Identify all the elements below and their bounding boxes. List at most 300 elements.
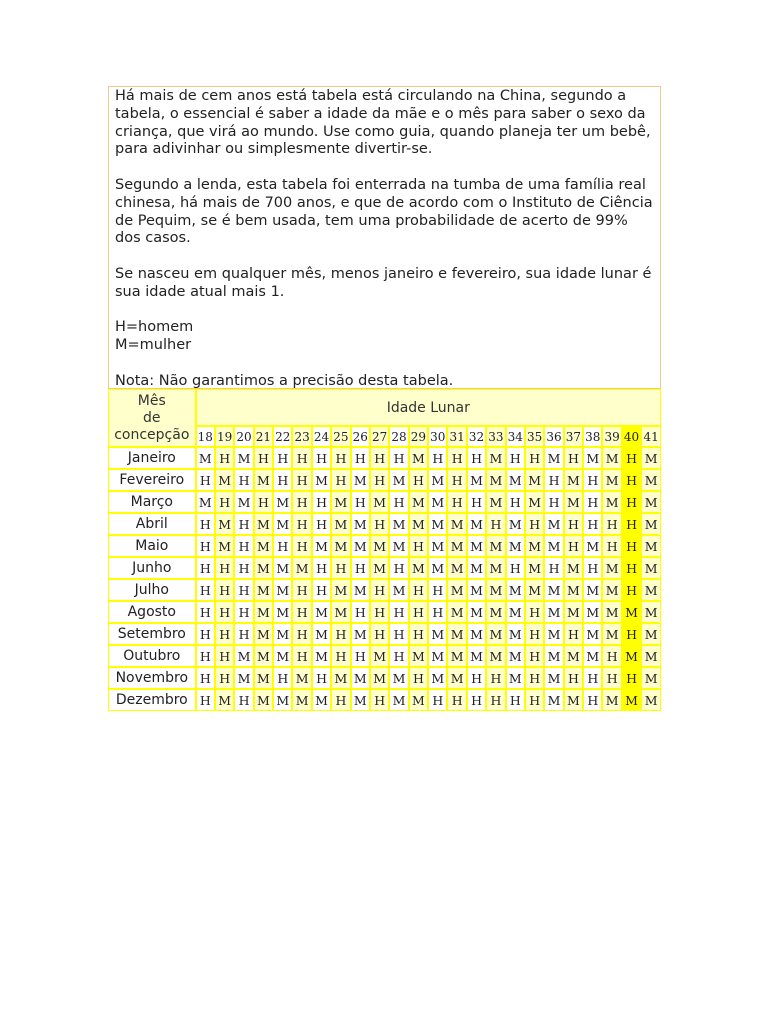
gender-cell: H bbox=[447, 447, 466, 469]
gender-cell: H bbox=[312, 667, 331, 689]
intro-paragraph-2: Segundo a lenda, esta tabela foi enterrada na tumba de uma família real chinesa, há mais de 700 anos, e que de acordo com o Instituto de Ciência de Pequim, se é bem usada, tem uma probabilidade de acerto de 99% dos casos. bbox=[115, 176, 653, 247]
gender-cell: M bbox=[583, 447, 602, 469]
gender-cell: H bbox=[351, 491, 370, 513]
gender-prediction-table bbox=[108, 389, 661, 711]
gender-cell: M bbox=[312, 469, 331, 491]
gender-cell: M bbox=[564, 601, 583, 623]
gender-cell: H bbox=[583, 689, 602, 711]
age-header-cell: 33 bbox=[486, 426, 505, 447]
gender-cell: M bbox=[467, 513, 486, 535]
gender-cell: H bbox=[564, 513, 583, 535]
gender-cell: M bbox=[351, 469, 370, 491]
gender-cell: M bbox=[215, 689, 234, 711]
month-label: Outubro bbox=[108, 645, 196, 667]
gender-cell: M bbox=[641, 623, 661, 645]
gender-cell: H bbox=[234, 469, 253, 491]
gender-cell: M bbox=[409, 557, 428, 579]
legend-homem: H=homem bbox=[115, 319, 194, 336]
gender-cell: M bbox=[254, 557, 273, 579]
gender-cell: M bbox=[428, 491, 447, 513]
gender-cell: H bbox=[506, 557, 525, 579]
gender-cell: H bbox=[234, 513, 253, 535]
gender-cell: H bbox=[351, 557, 370, 579]
gender-cell: M bbox=[602, 579, 621, 601]
gender-cell: H bbox=[312, 447, 331, 469]
gender-cell: H bbox=[602, 535, 621, 557]
gender-cell: M bbox=[351, 623, 370, 645]
gender-cell: H bbox=[215, 601, 234, 623]
gender-cell: M bbox=[273, 491, 292, 513]
gender-cell: H bbox=[622, 667, 641, 689]
table-row bbox=[108, 579, 661, 601]
gender-cell: M bbox=[312, 601, 331, 623]
gender-cell: M bbox=[428, 513, 447, 535]
gender-cell: M bbox=[312, 535, 331, 557]
gender-cell: M bbox=[428, 469, 447, 491]
age-header-cell: 21 bbox=[254, 426, 273, 447]
gender-cell: M bbox=[215, 535, 234, 557]
gender-cell: M bbox=[331, 491, 350, 513]
gender-cell: M bbox=[312, 689, 331, 711]
gender-cell: M bbox=[544, 579, 563, 601]
gender-cell: H bbox=[196, 535, 215, 557]
gender-cell: M bbox=[564, 491, 583, 513]
gender-cell: H bbox=[409, 601, 428, 623]
month-label: Abril bbox=[108, 513, 196, 535]
gender-cell: M bbox=[447, 535, 466, 557]
gender-cell: M bbox=[351, 667, 370, 689]
gender-cell: H bbox=[409, 535, 428, 557]
gender-cell: H bbox=[389, 601, 408, 623]
gender-cell: H bbox=[622, 469, 641, 491]
gender-cell: H bbox=[196, 557, 215, 579]
gender-cell: M bbox=[583, 645, 602, 667]
gender-cell: H bbox=[409, 469, 428, 491]
gender-cell: H bbox=[370, 579, 389, 601]
gender-cell: M bbox=[583, 579, 602, 601]
age-header-cell: 18 bbox=[196, 426, 215, 447]
gender-cell: H bbox=[370, 513, 389, 535]
age-header-cell: 39 bbox=[602, 426, 621, 447]
gender-cell: M bbox=[602, 469, 621, 491]
gender-cell: H bbox=[234, 579, 253, 601]
gender-cell: M bbox=[196, 491, 215, 513]
disclaimer-note: Nota: Não garantimos a precisão desta tabela. bbox=[115, 372, 454, 389]
age-header-cell: 36 bbox=[544, 426, 563, 447]
gender-cell: H bbox=[196, 601, 215, 623]
gender-cell: H bbox=[602, 513, 621, 535]
gender-cell: H bbox=[506, 689, 525, 711]
gender-cell: H bbox=[428, 601, 447, 623]
gender-cell: H bbox=[312, 491, 331, 513]
gender-cell: H bbox=[196, 513, 215, 535]
month-label: Junho bbox=[108, 557, 196, 579]
gender-cell: M bbox=[428, 623, 447, 645]
age-header-cell: 19 bbox=[215, 426, 234, 447]
gender-cell: H bbox=[622, 579, 641, 601]
gender-cell: M bbox=[525, 491, 544, 513]
gender-cell: H bbox=[215, 579, 234, 601]
gender-cell: M bbox=[351, 513, 370, 535]
gender-cell: M bbox=[273, 557, 292, 579]
gender-cell: M bbox=[428, 667, 447, 689]
gender-cell: H bbox=[447, 689, 466, 711]
gender-cell: M bbox=[486, 601, 505, 623]
age-header-cell: 35 bbox=[525, 426, 544, 447]
gender-cell: H bbox=[544, 469, 563, 491]
table-row bbox=[108, 491, 661, 513]
gender-cell: M bbox=[506, 513, 525, 535]
gender-cell: M bbox=[409, 689, 428, 711]
gender-cell: M bbox=[292, 667, 311, 689]
gender-cell: H bbox=[564, 535, 583, 557]
gender-cell: M bbox=[409, 447, 428, 469]
gender-cell: H bbox=[331, 623, 350, 645]
gender-cell: H bbox=[583, 491, 602, 513]
gender-cell: M bbox=[525, 579, 544, 601]
gender-cell: H bbox=[622, 535, 641, 557]
age-header-cell: 32 bbox=[467, 426, 486, 447]
gender-cell: M bbox=[331, 535, 350, 557]
gender-cell: M bbox=[409, 513, 428, 535]
gender-cell: M bbox=[602, 623, 621, 645]
gender-cell: M bbox=[641, 535, 661, 557]
gender-cell: M bbox=[254, 601, 273, 623]
gender-cell: M bbox=[544, 601, 563, 623]
gender-cell: H bbox=[196, 623, 215, 645]
gender-cell: M bbox=[331, 667, 350, 689]
gender-cell: M bbox=[254, 689, 273, 711]
gender-cell: H bbox=[564, 623, 583, 645]
gender-cell: M bbox=[273, 579, 292, 601]
gender-cell: M bbox=[234, 645, 253, 667]
gender-cell: M bbox=[254, 535, 273, 557]
age-header-cell: 20 bbox=[234, 426, 253, 447]
gender-cell: M bbox=[525, 535, 544, 557]
gender-cell: H bbox=[196, 579, 215, 601]
gender-cell: H bbox=[467, 689, 486, 711]
gender-cell: M bbox=[254, 667, 273, 689]
gender-cell: H bbox=[525, 513, 544, 535]
gender-cell: M bbox=[544, 623, 563, 645]
gender-cell: H bbox=[622, 623, 641, 645]
gender-cell: H bbox=[292, 469, 311, 491]
gender-cell: M bbox=[544, 535, 563, 557]
gender-cell: H bbox=[273, 447, 292, 469]
gender-cell: H bbox=[506, 491, 525, 513]
table-row bbox=[108, 535, 661, 557]
gender-cell: H bbox=[467, 667, 486, 689]
gender-cell: H bbox=[215, 557, 234, 579]
gender-cell: H bbox=[602, 667, 621, 689]
gender-cell: H bbox=[196, 469, 215, 491]
gender-cell: H bbox=[447, 491, 466, 513]
month-label: Maio bbox=[108, 535, 196, 557]
gender-cell: H bbox=[409, 667, 428, 689]
gender-cell: M bbox=[506, 579, 525, 601]
gender-cell: H bbox=[389, 491, 408, 513]
gender-cell: M bbox=[351, 535, 370, 557]
gender-cell: H bbox=[447, 469, 466, 491]
gender-cell: M bbox=[641, 469, 661, 491]
gender-cell: H bbox=[486, 667, 505, 689]
gender-cell: M bbox=[641, 513, 661, 535]
gender-cell: M bbox=[331, 579, 350, 601]
gender-cell: H bbox=[273, 469, 292, 491]
gender-cell: H bbox=[622, 513, 641, 535]
gender-cell: H bbox=[428, 689, 447, 711]
gender-cell: M bbox=[486, 623, 505, 645]
gender-cell: M bbox=[602, 491, 621, 513]
gender-cell: H bbox=[486, 689, 505, 711]
gender-cell: M bbox=[351, 579, 370, 601]
table-row bbox=[108, 667, 661, 689]
month-column-header bbox=[108, 389, 196, 447]
gender-cell: H bbox=[370, 469, 389, 491]
gender-cell: H bbox=[234, 557, 253, 579]
gender-cell: M bbox=[254, 513, 273, 535]
gender-cell: M bbox=[583, 601, 602, 623]
gender-cell: M bbox=[447, 667, 466, 689]
gender-cell: H bbox=[467, 447, 486, 469]
gender-cell: M bbox=[273, 623, 292, 645]
gender-cell: H bbox=[331, 645, 350, 667]
gender-cell: H bbox=[467, 491, 486, 513]
gender-cell: H bbox=[234, 535, 253, 557]
gender-cell: M bbox=[486, 469, 505, 491]
gender-cell: M bbox=[583, 535, 602, 557]
gender-cell: M bbox=[583, 623, 602, 645]
gender-cell: M bbox=[389, 469, 408, 491]
age-header-cell: 29 bbox=[409, 426, 428, 447]
gender-cell: M bbox=[641, 689, 661, 711]
gender-cell: H bbox=[215, 623, 234, 645]
month-label: Julho bbox=[108, 579, 196, 601]
age-header-cell: 28 bbox=[389, 426, 408, 447]
gender-cell: H bbox=[525, 623, 544, 645]
gender-cell: M bbox=[506, 623, 525, 645]
gender-cell: H bbox=[583, 557, 602, 579]
gender-cell: M bbox=[273, 601, 292, 623]
gender-cell: H bbox=[370, 601, 389, 623]
gender-cell: M bbox=[602, 447, 621, 469]
age-header-cell: 41 bbox=[641, 426, 661, 447]
gender-cell: M bbox=[467, 623, 486, 645]
gender-cell: M bbox=[234, 447, 253, 469]
month-label: Agosto bbox=[108, 601, 196, 623]
gender-cell: H bbox=[292, 579, 311, 601]
corner-line-1: Mês bbox=[137, 392, 166, 409]
gender-cell: M bbox=[641, 491, 661, 513]
gender-cell: H bbox=[351, 601, 370, 623]
gender-cell: H bbox=[525, 601, 544, 623]
gender-cell: H bbox=[409, 579, 428, 601]
gender-cell: H bbox=[292, 447, 311, 469]
gender-cell: M bbox=[389, 689, 408, 711]
gender-cell: M bbox=[506, 667, 525, 689]
gender-cell: M bbox=[447, 513, 466, 535]
age-header-cell: 31 bbox=[447, 426, 466, 447]
gender-cell: H bbox=[564, 667, 583, 689]
gender-cell: H bbox=[583, 513, 602, 535]
gender-cell: M bbox=[544, 645, 563, 667]
gender-cell: M bbox=[641, 601, 661, 623]
gender-cell: M bbox=[254, 645, 273, 667]
gender-cell: H bbox=[196, 667, 215, 689]
table-row bbox=[108, 513, 661, 535]
header-row bbox=[108, 389, 661, 426]
gender-cell: H bbox=[292, 645, 311, 667]
table-row bbox=[108, 623, 661, 645]
age-header-cell: 24 bbox=[312, 426, 331, 447]
gender-cell: M bbox=[467, 557, 486, 579]
gender-cell: H bbox=[292, 513, 311, 535]
table-row bbox=[108, 557, 661, 579]
gender-cell: H bbox=[215, 645, 234, 667]
gender-cell: M bbox=[428, 535, 447, 557]
gender-cell: H bbox=[331, 469, 350, 491]
intro-paragraph-1: Há mais de cem anos está tabela está circulando na China, segundo a tabela, o essencial é saber a idade da mãe e o mês para saber o sexo da criança, que virá ao mundo. Use como guia, quando planeja ter um bebê, para adivinhar ou simplesmente divertir-se. bbox=[115, 88, 651, 158]
gender-cell: H bbox=[331, 689, 350, 711]
gender-cell: M bbox=[622, 689, 641, 711]
age-header-cell: 23 bbox=[292, 426, 311, 447]
gender-cell: M bbox=[409, 491, 428, 513]
gender-cell: M bbox=[215, 469, 234, 491]
gender-cell: H bbox=[273, 535, 292, 557]
gender-cell: H bbox=[351, 447, 370, 469]
gender-cell: M bbox=[467, 579, 486, 601]
gender-cell: H bbox=[312, 557, 331, 579]
gender-cell: M bbox=[564, 557, 583, 579]
gender-cell: H bbox=[234, 601, 253, 623]
gender-cell: M bbox=[622, 601, 641, 623]
gender-cell: M bbox=[370, 535, 389, 557]
gender-cell: M bbox=[641, 645, 661, 667]
gender-cell: M bbox=[467, 469, 486, 491]
gender-cell: H bbox=[583, 667, 602, 689]
gender-cell: H bbox=[370, 689, 389, 711]
age-header-cell: 34 bbox=[506, 426, 525, 447]
gender-cell: M bbox=[544, 689, 563, 711]
table-row bbox=[108, 689, 661, 711]
gender-cell: M bbox=[544, 447, 563, 469]
age-header-cell: 30 bbox=[428, 426, 447, 447]
gender-cell: M bbox=[641, 557, 661, 579]
table-row bbox=[108, 645, 661, 667]
gender-cell: H bbox=[409, 623, 428, 645]
gender-cell: M bbox=[447, 645, 466, 667]
gender-cell: M bbox=[602, 557, 621, 579]
age-header-cell: 22 bbox=[273, 426, 292, 447]
gender-cell: H bbox=[215, 667, 234, 689]
table-row bbox=[108, 601, 661, 623]
gender-cell: M bbox=[447, 557, 466, 579]
gender-cell: H bbox=[331, 557, 350, 579]
gender-cell: M bbox=[312, 623, 331, 645]
gender-cell: M bbox=[641, 447, 661, 469]
gender-cell: M bbox=[196, 447, 215, 469]
gender-cell: M bbox=[292, 557, 311, 579]
gender-cell: H bbox=[273, 667, 292, 689]
gender-cell: H bbox=[583, 469, 602, 491]
gender-cell: M bbox=[389, 667, 408, 689]
gender-cell: M bbox=[428, 645, 447, 667]
gender-cell: M bbox=[486, 557, 505, 579]
gender-cell: H bbox=[312, 579, 331, 601]
gender-cell: H bbox=[331, 447, 350, 469]
gender-cell: M bbox=[273, 645, 292, 667]
gender-cell: M bbox=[447, 601, 466, 623]
gender-cell: H bbox=[506, 447, 525, 469]
gender-cell: H bbox=[196, 689, 215, 711]
gender-cell: H bbox=[370, 623, 389, 645]
gender-cell: M bbox=[486, 491, 505, 513]
age-header-cell: 25 bbox=[331, 426, 350, 447]
gender-cell: M bbox=[351, 689, 370, 711]
gender-cell: H bbox=[215, 447, 234, 469]
gender-cell: M bbox=[292, 689, 311, 711]
gender-cell: H bbox=[254, 491, 273, 513]
gender-cell: H bbox=[196, 645, 215, 667]
lunar-age-header: Idade Lunar bbox=[196, 389, 661, 426]
gender-cell: M bbox=[273, 689, 292, 711]
table-row bbox=[108, 469, 661, 491]
gender-cell: M bbox=[467, 601, 486, 623]
age-header-cell: 27 bbox=[370, 426, 389, 447]
corner-line-2: de bbox=[143, 409, 161, 426]
gender-cell: M bbox=[331, 601, 350, 623]
gender-cell: H bbox=[602, 645, 621, 667]
gender-cell: M bbox=[254, 469, 273, 491]
gender-cell: H bbox=[525, 689, 544, 711]
gender-cell: M bbox=[234, 491, 253, 513]
age-header-cell: 40 bbox=[622, 426, 641, 447]
gender-cell: H bbox=[389, 645, 408, 667]
gender-cell: H bbox=[215, 491, 234, 513]
gender-cell: M bbox=[486, 447, 505, 469]
gender-cell: M bbox=[331, 513, 350, 535]
gender-cell: M bbox=[370, 557, 389, 579]
gender-cell: M bbox=[544, 667, 563, 689]
gender-cell: M bbox=[370, 491, 389, 513]
age-header-cell: 37 bbox=[564, 426, 583, 447]
gender-cell: H bbox=[389, 623, 408, 645]
month-label: Dezembro bbox=[108, 689, 196, 711]
gender-cell: M bbox=[525, 557, 544, 579]
gender-cell: H bbox=[292, 535, 311, 557]
gender-cell: M bbox=[564, 689, 583, 711]
gender-cell: M bbox=[602, 689, 621, 711]
gender-cell: M bbox=[254, 623, 273, 645]
gender-cell: H bbox=[544, 557, 563, 579]
gender-cell: H bbox=[622, 557, 641, 579]
gender-cell: M bbox=[506, 535, 525, 557]
month-label: Fevereiro bbox=[108, 469, 196, 491]
month-label: Janeiro bbox=[108, 447, 196, 469]
gender-cell: H bbox=[486, 513, 505, 535]
gender-cell: M bbox=[525, 469, 544, 491]
gender-cell: M bbox=[447, 623, 466, 645]
gender-cell: M bbox=[641, 667, 661, 689]
gender-cell: M bbox=[506, 601, 525, 623]
gender-cell: M bbox=[486, 535, 505, 557]
corner-line-3: concepção bbox=[114, 426, 190, 443]
gender-cell: M bbox=[602, 601, 621, 623]
gender-cell: H bbox=[234, 623, 253, 645]
gender-cell: H bbox=[389, 447, 408, 469]
age-header-cell: 38 bbox=[583, 426, 602, 447]
gender-cell: M bbox=[215, 513, 234, 535]
